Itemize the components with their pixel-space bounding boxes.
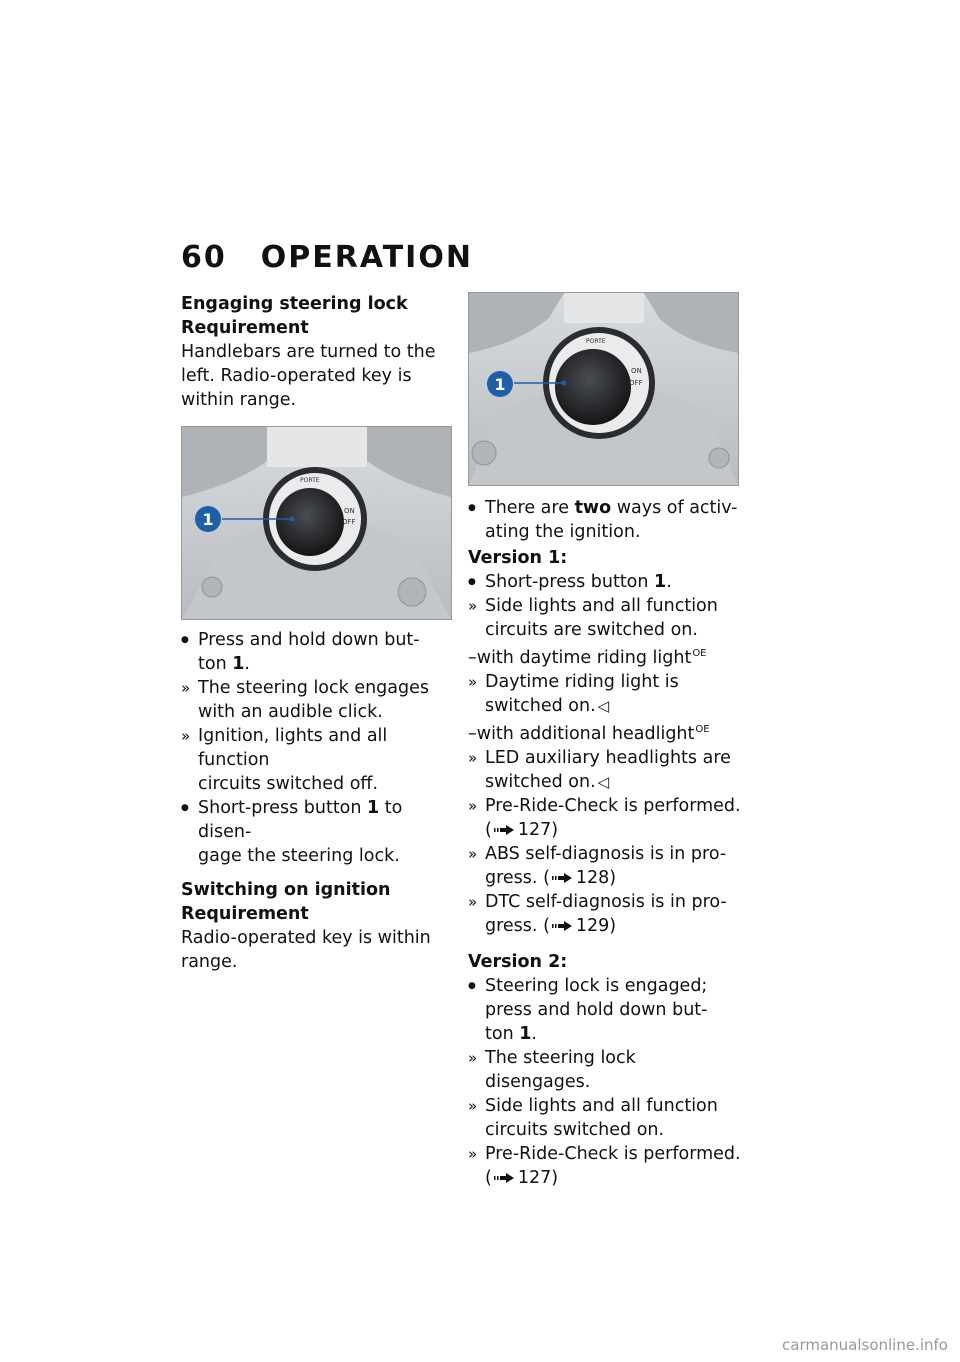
requirement-text: Handlebars are turned to the left. Radio-operated key is within range. xyxy=(181,342,436,410)
svg-text:ON: ON xyxy=(631,367,642,375)
page-reference[interactable]: 129) xyxy=(575,915,617,936)
result-dtc-diagnosis: » DTC self-diagnosis is in pro- gress. ( 129) xyxy=(468,890,743,938)
heading-engaging-steering-lock: Engaging steering lock xyxy=(181,294,408,314)
page-number: 60 xyxy=(181,240,227,275)
svg-text:ON: ON xyxy=(344,507,355,515)
page-reference[interactable]: 127) xyxy=(517,1167,559,1188)
svg-text:OFF: OFF xyxy=(629,379,643,387)
step-press-hold: ● Press and hold down but- ton 1. xyxy=(181,628,456,676)
heading-switching-on-ignition: Switching on ignition xyxy=(181,880,391,900)
result-lock-engages: » The steering lock engages with an audible click. xyxy=(181,676,456,724)
v2-press-hold: ● Steering lock is engaged; press and hold down but- ton 1. xyxy=(468,974,743,1046)
v2-result-circuits-on: » Side lights and all function circuits switched on. xyxy=(468,1094,743,1142)
intro-two-ways: ● There are two ways of activ- ating the ignition. xyxy=(468,496,743,544)
version-2-label: Version 2: xyxy=(468,951,568,972)
v1-short-press: ● Short-press button 1. xyxy=(468,570,743,594)
photo-ignition-button xyxy=(181,426,452,620)
page-reference[interactable]: 127) xyxy=(517,819,559,840)
v1-result-circuits-on: » Side lights and all function circuits are switched on. xyxy=(468,594,743,642)
condition-additional-headlight: –with additional headlight$^{OE}$ xyxy=(468,723,710,744)
photo-ignition-button-2 xyxy=(468,292,739,486)
section-title: OPERATION xyxy=(260,240,473,275)
requirement-label: Requirement xyxy=(181,318,309,338)
left-column xyxy=(181,292,456,974)
right-column xyxy=(468,292,743,1190)
watermark: carmanualsonline.info xyxy=(782,1336,948,1354)
page-reference-arrow-icon xyxy=(552,873,572,883)
version-1-label: Version 1: xyxy=(468,548,568,568)
result-ignition-off: » Ignition, lights and all function circuits switched off. xyxy=(181,724,456,796)
v2-result-lock-disengages: » The steering lock disengages. xyxy=(468,1046,743,1094)
end-mark-icon: ◁ xyxy=(597,772,610,791)
page-reference[interactable]: 128) xyxy=(575,867,617,888)
page-reference-arrow-icon xyxy=(494,825,514,835)
svg-text:OFF: OFF xyxy=(342,518,356,526)
result-led-headlights-on: » LED auxiliary headlights are switched on. ◁ xyxy=(468,746,743,794)
page-header xyxy=(181,240,473,275)
step-short-press-disengage: ● Short-press button 1 to disen- gage the steering lock. xyxy=(181,796,456,868)
svg-text:PORTE: PORTE xyxy=(586,338,606,345)
requirement-text-2: Radio-operated key is within range. xyxy=(181,928,431,972)
requirement-label-2: Requirement xyxy=(181,904,309,924)
photo-brand-text: PORTE xyxy=(300,477,320,484)
ignition-photo-illustration-2 xyxy=(469,293,738,485)
condition-daytime-light: –with daytime riding light$^{OE}$ xyxy=(468,647,707,668)
v2-result-pre-ride-check: » Pre-Ride-Check is performed. ( 127) xyxy=(468,1142,743,1190)
callout-number-2: 1 xyxy=(494,375,506,394)
ignition-photo-illustration xyxy=(182,427,451,619)
callout-number: 1 xyxy=(202,510,214,529)
page-reference-arrow-icon xyxy=(494,1173,514,1183)
result-daytime-light-on: » Daytime riding light is switched on. ◁ xyxy=(468,670,743,718)
result-pre-ride-check: » Pre-Ride-Check is performed. ( 127) xyxy=(468,794,743,842)
result-abs-diagnosis: » ABS self-diagnosis is in pro- gress. ( 128) xyxy=(468,842,743,890)
end-mark-icon: ◁ xyxy=(597,696,610,715)
page-reference-arrow-icon xyxy=(552,921,572,931)
